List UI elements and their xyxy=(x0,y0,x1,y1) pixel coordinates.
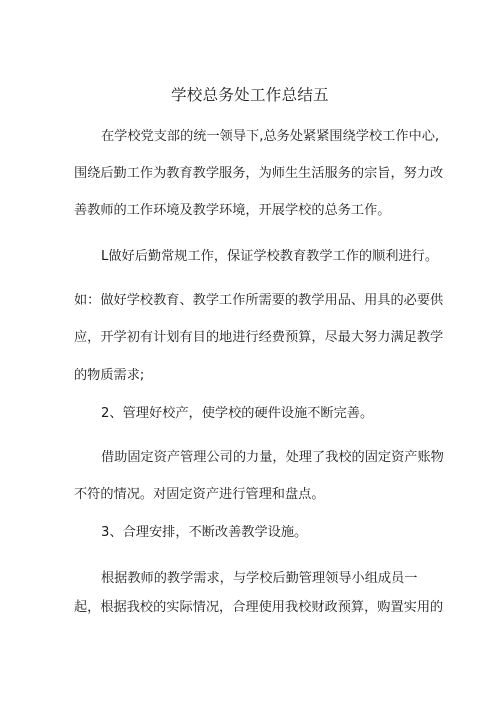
text-line-9: 借助固定资产管理公司的力量，处理了我校的固定资产账物 xyxy=(101,450,444,465)
text-line-5: 如：做好学校教育、教学工作所需要的教学用品、用具的必要供 xyxy=(74,293,444,308)
text-line-4: L做好后勤常规工作，保证学校教育教学工作的顺利进行。 xyxy=(101,249,439,264)
text-line-10: 不符的情况。对固定资产进行管理和盘点。 xyxy=(74,487,325,502)
text-line-1: 在学校党支部的统一领导下,总务处紧紧围绕学校工作中心, xyxy=(101,129,440,144)
text-line-13: 起，根据我校的实际情况，合理使用我校财政预算，购置实用的 xyxy=(74,600,444,615)
text-line-7: 的物质需求; xyxy=(74,368,145,383)
text-line-8: 2、管理好校产，使学校的硬件设施不断完善。 xyxy=(101,406,374,421)
text-line-3: 善教师的工作环境及教学环境，开展学校的总务工作。 xyxy=(74,203,391,218)
document-title: 学校总务处工作总结五 xyxy=(170,86,329,104)
text-line-12: 根据教师的教学需求，与学校后勤管理领导小组成员一 xyxy=(101,571,418,586)
text-line-6: 应，开学初有计划有目的地进行经费预算，尽最大努力满足教学 xyxy=(74,330,444,345)
text-line-2: 围绕后勤工作为教育教学服务，为师生生活服务的宗旨，努力改 xyxy=(74,166,444,181)
text-line-11: 3、合理安排，不断改善教学设施。 xyxy=(101,525,308,540)
